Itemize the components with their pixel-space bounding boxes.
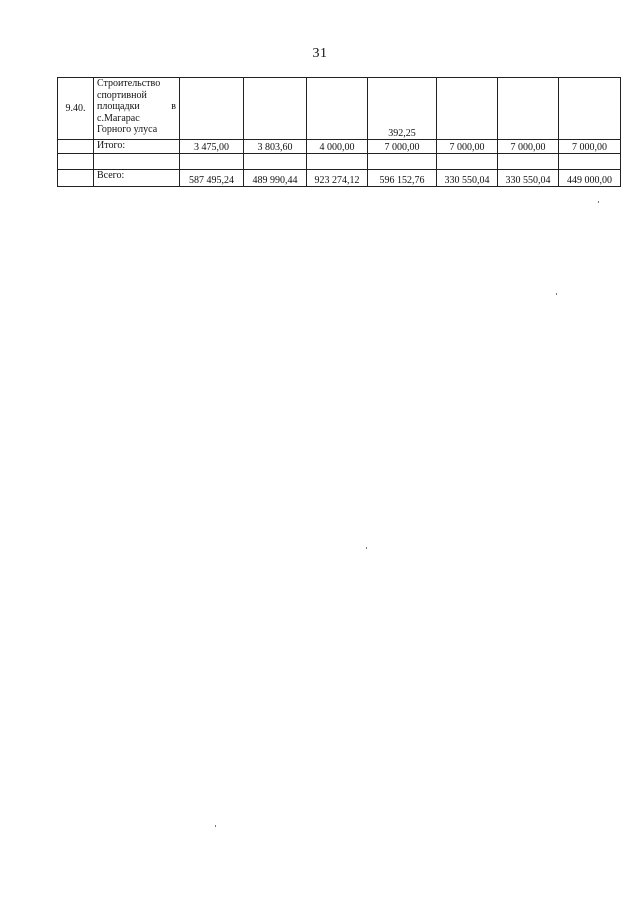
table-cell bbox=[307, 78, 368, 140]
scan-speck bbox=[598, 201, 599, 203]
table-cell: 449 000,00 bbox=[559, 170, 621, 187]
scan-speck bbox=[556, 293, 557, 295]
table-cell: 3 803,60 bbox=[244, 140, 307, 154]
table-cell bbox=[58, 140, 94, 154]
total-label: Итого: bbox=[94, 140, 180, 154]
table-cell bbox=[559, 154, 621, 170]
table-cell: 587 495,24 bbox=[180, 170, 244, 187]
table-cell: 923 274,12 bbox=[307, 170, 368, 187]
page-number: 31 bbox=[312, 46, 328, 61]
table-cell: 596 152,76 bbox=[368, 170, 437, 187]
table-cell: 330 550,04 bbox=[498, 170, 559, 187]
table-cell: 4 000,00 bbox=[307, 140, 368, 154]
table-cell: 7 000,00 bbox=[368, 140, 437, 154]
item-name-line: с.Магарас bbox=[97, 112, 140, 124]
table-cell bbox=[244, 154, 307, 170]
table-cell: 392,25 bbox=[368, 78, 437, 140]
table-cell: 330 550,04 bbox=[437, 170, 498, 187]
item-name-line bbox=[97, 101, 176, 113]
budget-table bbox=[57, 77, 621, 187]
table-cell bbox=[180, 154, 244, 170]
item-name-word: площадки bbox=[97, 101, 140, 112]
table-cell: 7 000,00 bbox=[559, 140, 621, 154]
table-cell bbox=[244, 78, 307, 140]
table-cell bbox=[498, 78, 559, 140]
table-cell bbox=[94, 154, 180, 170]
table-cell bbox=[180, 78, 244, 140]
item-number: 9.40. bbox=[58, 78, 94, 140]
table-cell bbox=[307, 154, 368, 170]
table-cell bbox=[559, 78, 621, 140]
table-cell bbox=[58, 154, 94, 170]
scan-speck bbox=[366, 547, 367, 549]
table-cell: 7 000,00 bbox=[498, 140, 559, 154]
item-name-line: Горного улуса bbox=[97, 124, 158, 135]
grand-total-label: Всего: bbox=[94, 170, 180, 187]
table-row-blank bbox=[58, 154, 621, 170]
table-cell: 3 475,00 bbox=[180, 140, 244, 154]
table-row-grand-total bbox=[58, 170, 621, 187]
item-name-line: Строительство bbox=[97, 78, 161, 89]
item-name-line: спортивной bbox=[97, 89, 147, 101]
item-name bbox=[94, 78, 180, 140]
item-name-word: в bbox=[171, 101, 176, 112]
table-row-item bbox=[58, 78, 621, 140]
table-cell bbox=[368, 154, 437, 170]
table-cell bbox=[437, 154, 498, 170]
table-cell: 489 990,44 bbox=[244, 170, 307, 187]
table-row-total bbox=[58, 140, 621, 154]
table-cell bbox=[498, 154, 559, 170]
table-cell bbox=[58, 170, 94, 187]
table-cell: 7 000,00 bbox=[437, 140, 498, 154]
scan-speck bbox=[215, 825, 216, 827]
table-cell bbox=[437, 78, 498, 140]
